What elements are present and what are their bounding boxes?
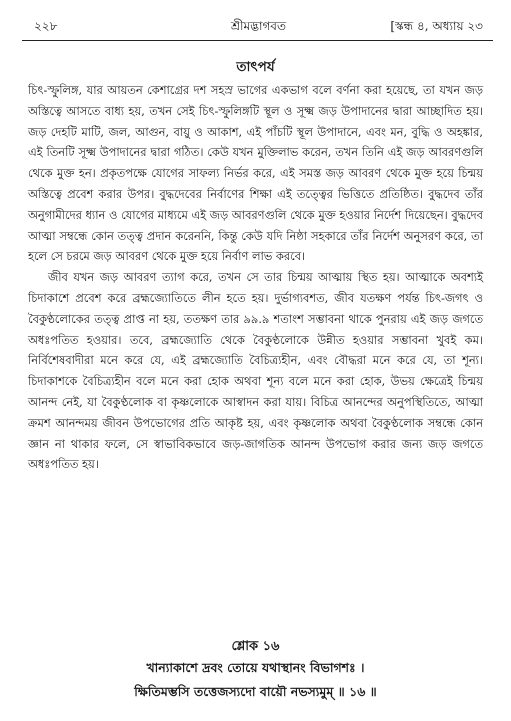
verse-line-1: খান্যাকাশে দ্রবং তোয়ে যথাস্থানং বিভাগশঃ । — [146, 660, 365, 675]
paragraph-2: জীব যখন জড় আবরণ ত্যাগ করে, তখন সে তার চিন্ময় আত্মায় স্থিত হয়। আত্মাকে অবশ্যই চিদাকাশে প্রবেশ করে ব্রহ্মজ্যোতিতে লীন হতে হয়। দুর্ভাগ্যবশত, জীব যতক্ষণ পর্যন্ত চিৎ-জগৎ ও বৈকুণ্ঠলোকের তত্ত্ব প্রাপ্ত না হয়, ততক্ষণ তার ৯৯.৯ শতাংশ সম্ভাবনা থাকে পুনরায় এই জড় জগতে অধঃপতিত হওয়ার। তবে, ব্রহ্মজ্যোতি থেকে বৈকুণ্ঠলোকে উন্নীত হওয়ার সম্ভাবনা খুবই কম। নির্বিশেষবাদীরা মনে করে যে, এই ব্রহ্মজ্যোতি বৈচিত্র্যহীন, এবং বৌদ্ধরা মনে করে যে, তা শূন্য। চিদাকাশকে বৈচিত্র্যহীন বলে মনে করা হোক অথবা শূন্য বলে মনে করা হোক, উভয় ক্ষেত্রেই চিন্ময় আনন্দ নেই, যা বৈকুণ্ঠলোক বা কৃষ্ণলোকে আস্বাদন করা যায়। বিচিত্র আনন্দের অনুপস্থিতিতে, আত্মা ক্রমশ আনন্দময় জীবন উপভোগের প্রতি আকৃষ্ট হয়, এবং কৃষ্ণলোক অথবা বৈকুণ্ঠলোক সম্বন্ধে কোন জ্ঞান না থাকার ফলে, সে স্বাভাবিকভাবে জড়-জাগতিক আনন্দ উপভোগ করার জন্য জড় জগতে অধঃপতিত হয়। — [28, 270, 483, 472]
page-number: ২২৮ — [34, 19, 58, 33]
page-header — [22, 15, 495, 37]
chapter-reference: [স্কন্ধ ৪, অধ্যায় ২৩ — [390, 19, 483, 33]
section-title: তাৎপর্য — [236, 59, 275, 75]
purport-body — [28, 80, 483, 475]
book-title: শ্রীমদ্ভাগবত — [230, 19, 286, 33]
verse-title: শ্লোক ১৬ — [231, 639, 280, 654]
header-rule — [22, 40, 493, 41]
verse-line-2: ক্ষিতিমম্ভসি তত্তেজস্যদো বায়ৌ নভস্যমুম্ ॥ ১৬ ॥ — [134, 684, 377, 699]
paragraph-1: চিৎ-স্ফুলিঙ্গ, যার আয়তন কেশাগ্রের দশ সহস্র ভাগের একভাগ বলে বর্ণনা করা হয়েছে, তা যখন জড় অস্তিত্বে আসতে বাধ্য হয়, তখন সেই চিৎ-স্ফুলিঙ্গটি স্থূল ও সূক্ষ্ম জড় উপাদানের দ্বারা আচ্ছাদিত হয়। জড় দেহটি মাটি, জল, আগুন, বায়ু ও আকাশ, এই পাঁচটি স্থূল উপাদানে, এবং মন, বুদ্ধি ও অহঙ্কার, এই তিনটি সূক্ষ্ম উপাদানের দ্বারা গঠিত। কেউ যখন মুক্তিলাভ করেন, তখন তিনি এই জড় আবরণগুলি থেকে মুক্ত হন। প্রকৃতপক্ষে যোগের সাফল্য নির্ভর করে, এই সমস্ত জড় আবরণ থেকে মুক্ত হয়ে চিন্ময় অস্তিত্বে প্রবেশ করার উপর। বুদ্ধদেবের নির্বাণের শিক্ষা এই তত্ত্বের ভিত্তিতে প্রতিষ্ঠিত। বুদ্ধদেব তাঁর অনুগামীদের ধ্যান ও যোগের মাধ্যমে এই জড় আবরণগুলি থেকে মুক্ত হওয়ার নির্দেশ দিয়েছেন। বুদ্ধদেব আত্মা সম্বন্ধে কোন তত্ত্ব প্রদান করেননি, কিন্তু কেউ যদি নিষ্ঠা সহকারে তাঁর নির্দেশ অনুসরণ করে, তা হলে সে চরমে জড় আবরণ থেকে মুক্ত হয়ে নির্বাণ লাভ করবে। — [28, 83, 483, 264]
